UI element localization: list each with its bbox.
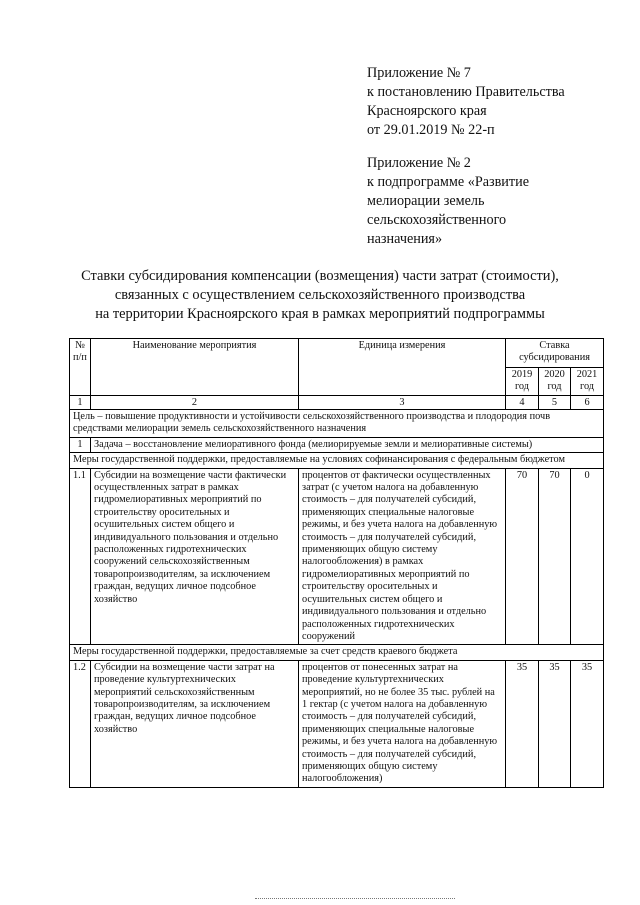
title-line: Ставки субсидирования компенсации (возмещения) части затрат (стоимости),: [81, 268, 559, 284]
column-number: 4: [506, 396, 539, 410]
title-line: связанных с осуществлением сельскохозяйственного производства: [114, 287, 526, 303]
column-number: 2: [91, 396, 299, 410]
section-federal-row: [70, 453, 604, 468]
header-year-2021: 2021 год: [571, 367, 604, 396]
row-activity-name: Субсидии на возмещение части фактически осуществленных затрат в рамках гидромелиоративных мероприятий по строительству оросительных и осушительных систем общего и индивидуального пользования и отдельно расположенных гидротехнических сооружений сельскохозяйственным товаропроизводителям, за исключением граждан, ведущих личное подсобное хозяйство: [91, 468, 299, 645]
table-row: [70, 468, 604, 645]
row-activity-name: Субсидии на возмещение части затрат на проведение культуртехнических мероприятий сельскохозяйственным товаропроизводителям, за исключением граждан, ведущих личное подсобное хозяйство: [91, 660, 299, 787]
row-number: 1.2: [70, 660, 91, 787]
annex-line: сельскохозяйственного: [367, 212, 507, 228]
page-footer-mark: [255, 898, 455, 901]
annex-line: к подпрограмме «Развитие: [367, 174, 529, 190]
row-value-2019: 70: [506, 468, 539, 645]
table-header-row: [70, 339, 604, 368]
row-unit: процентов от фактически осуществленных затрат (с учетом налога на добавленную стоимость – для получателей субсидий, применяющих специальные налоговые режимы, и без учета налога на добавленную стоимость – для получателей субсидий, применяющих общую систему налогообложения) в рамках гидромелиоративных мероприятий по строительству оросительных и осушительных систем общего и индивидуального пользования и отдельно расположенных гидротехнических сооружений: [299, 468, 506, 645]
section-federal-text: Меры государственной поддержки, предоставляемые на условиях софинансирования с федеральным бюджетом: [70, 453, 604, 468]
title-line: на территории Красноярского края в рамках мероприятий подпрограммы: [95, 306, 545, 322]
row-value-2021: 0: [571, 468, 604, 645]
annex-line: к постановлению Правительства: [367, 84, 565, 100]
header-year-2020: 2020 год: [539, 367, 571, 396]
annex-line: мелиорации земель: [367, 193, 485, 209]
row-value-2020: 70: [539, 468, 571, 645]
header-name: Наименование мероприятия: [91, 339, 299, 396]
row-unit: процентов от понесенных затрат на проведение культуртехнических мероприятий, но не более 35 тыс. рублей на 1 гектар (с учетом налога на добавленную стоимость – для получателей субсидий, применяющих специальные налоговые режимы, и без учета налога на добавленную стоимость – для получателей субсидий, применяющих общую систему налогообложения): [299, 660, 506, 787]
annex-line: от 29.01.2019 № 22-п: [367, 122, 495, 138]
column-number: 1: [70, 396, 91, 410]
annex-7-header: [367, 64, 565, 140]
task-number: 1: [70, 437, 91, 452]
annex-line: Приложение № 7: [367, 65, 471, 81]
row-value-2019: 35: [506, 660, 539, 787]
header-num: № п/п: [70, 339, 91, 396]
header-unit: Единица измерения: [299, 339, 506, 396]
row-number: 1.1: [70, 468, 91, 645]
goal-row: [70, 410, 604, 438]
annex-line: Красноярского края: [367, 103, 487, 119]
annex-2-header: [367, 154, 529, 249]
column-number: 3: [299, 396, 506, 410]
row-value-2020: 35: [539, 660, 571, 787]
goal-text: Цель – повышение продуктивности и устойчивости сельскохозяйственного производства и плодородия почв средствами мелиорации земель сельскохозяйственного назначения: [70, 410, 604, 438]
row-value-2021: 35: [571, 660, 604, 787]
annex-line: назначения»: [367, 231, 443, 247]
section-regional-text: Меры государственной поддержки, предоставляемые за счет средств краевого бюджета: [70, 645, 604, 660]
header-year-2019: 2019 год: [506, 367, 539, 396]
subsidy-rates-table: [69, 338, 604, 788]
section-regional-row: [70, 645, 604, 660]
table-row: [70, 660, 604, 787]
column-number: 5: [539, 396, 571, 410]
column-numbers-row: [70, 396, 604, 410]
column-number: 6: [571, 396, 604, 410]
annex-line: Приложение № 2: [367, 155, 471, 171]
task-text: Задача – восстановление мелиоративного фонда (мелиорируемые земли и мелиоративные системы): [91, 437, 604, 452]
task-row: [70, 437, 604, 452]
document-title: [40, 267, 600, 324]
header-rate: Ставка субсидирования: [506, 339, 604, 368]
